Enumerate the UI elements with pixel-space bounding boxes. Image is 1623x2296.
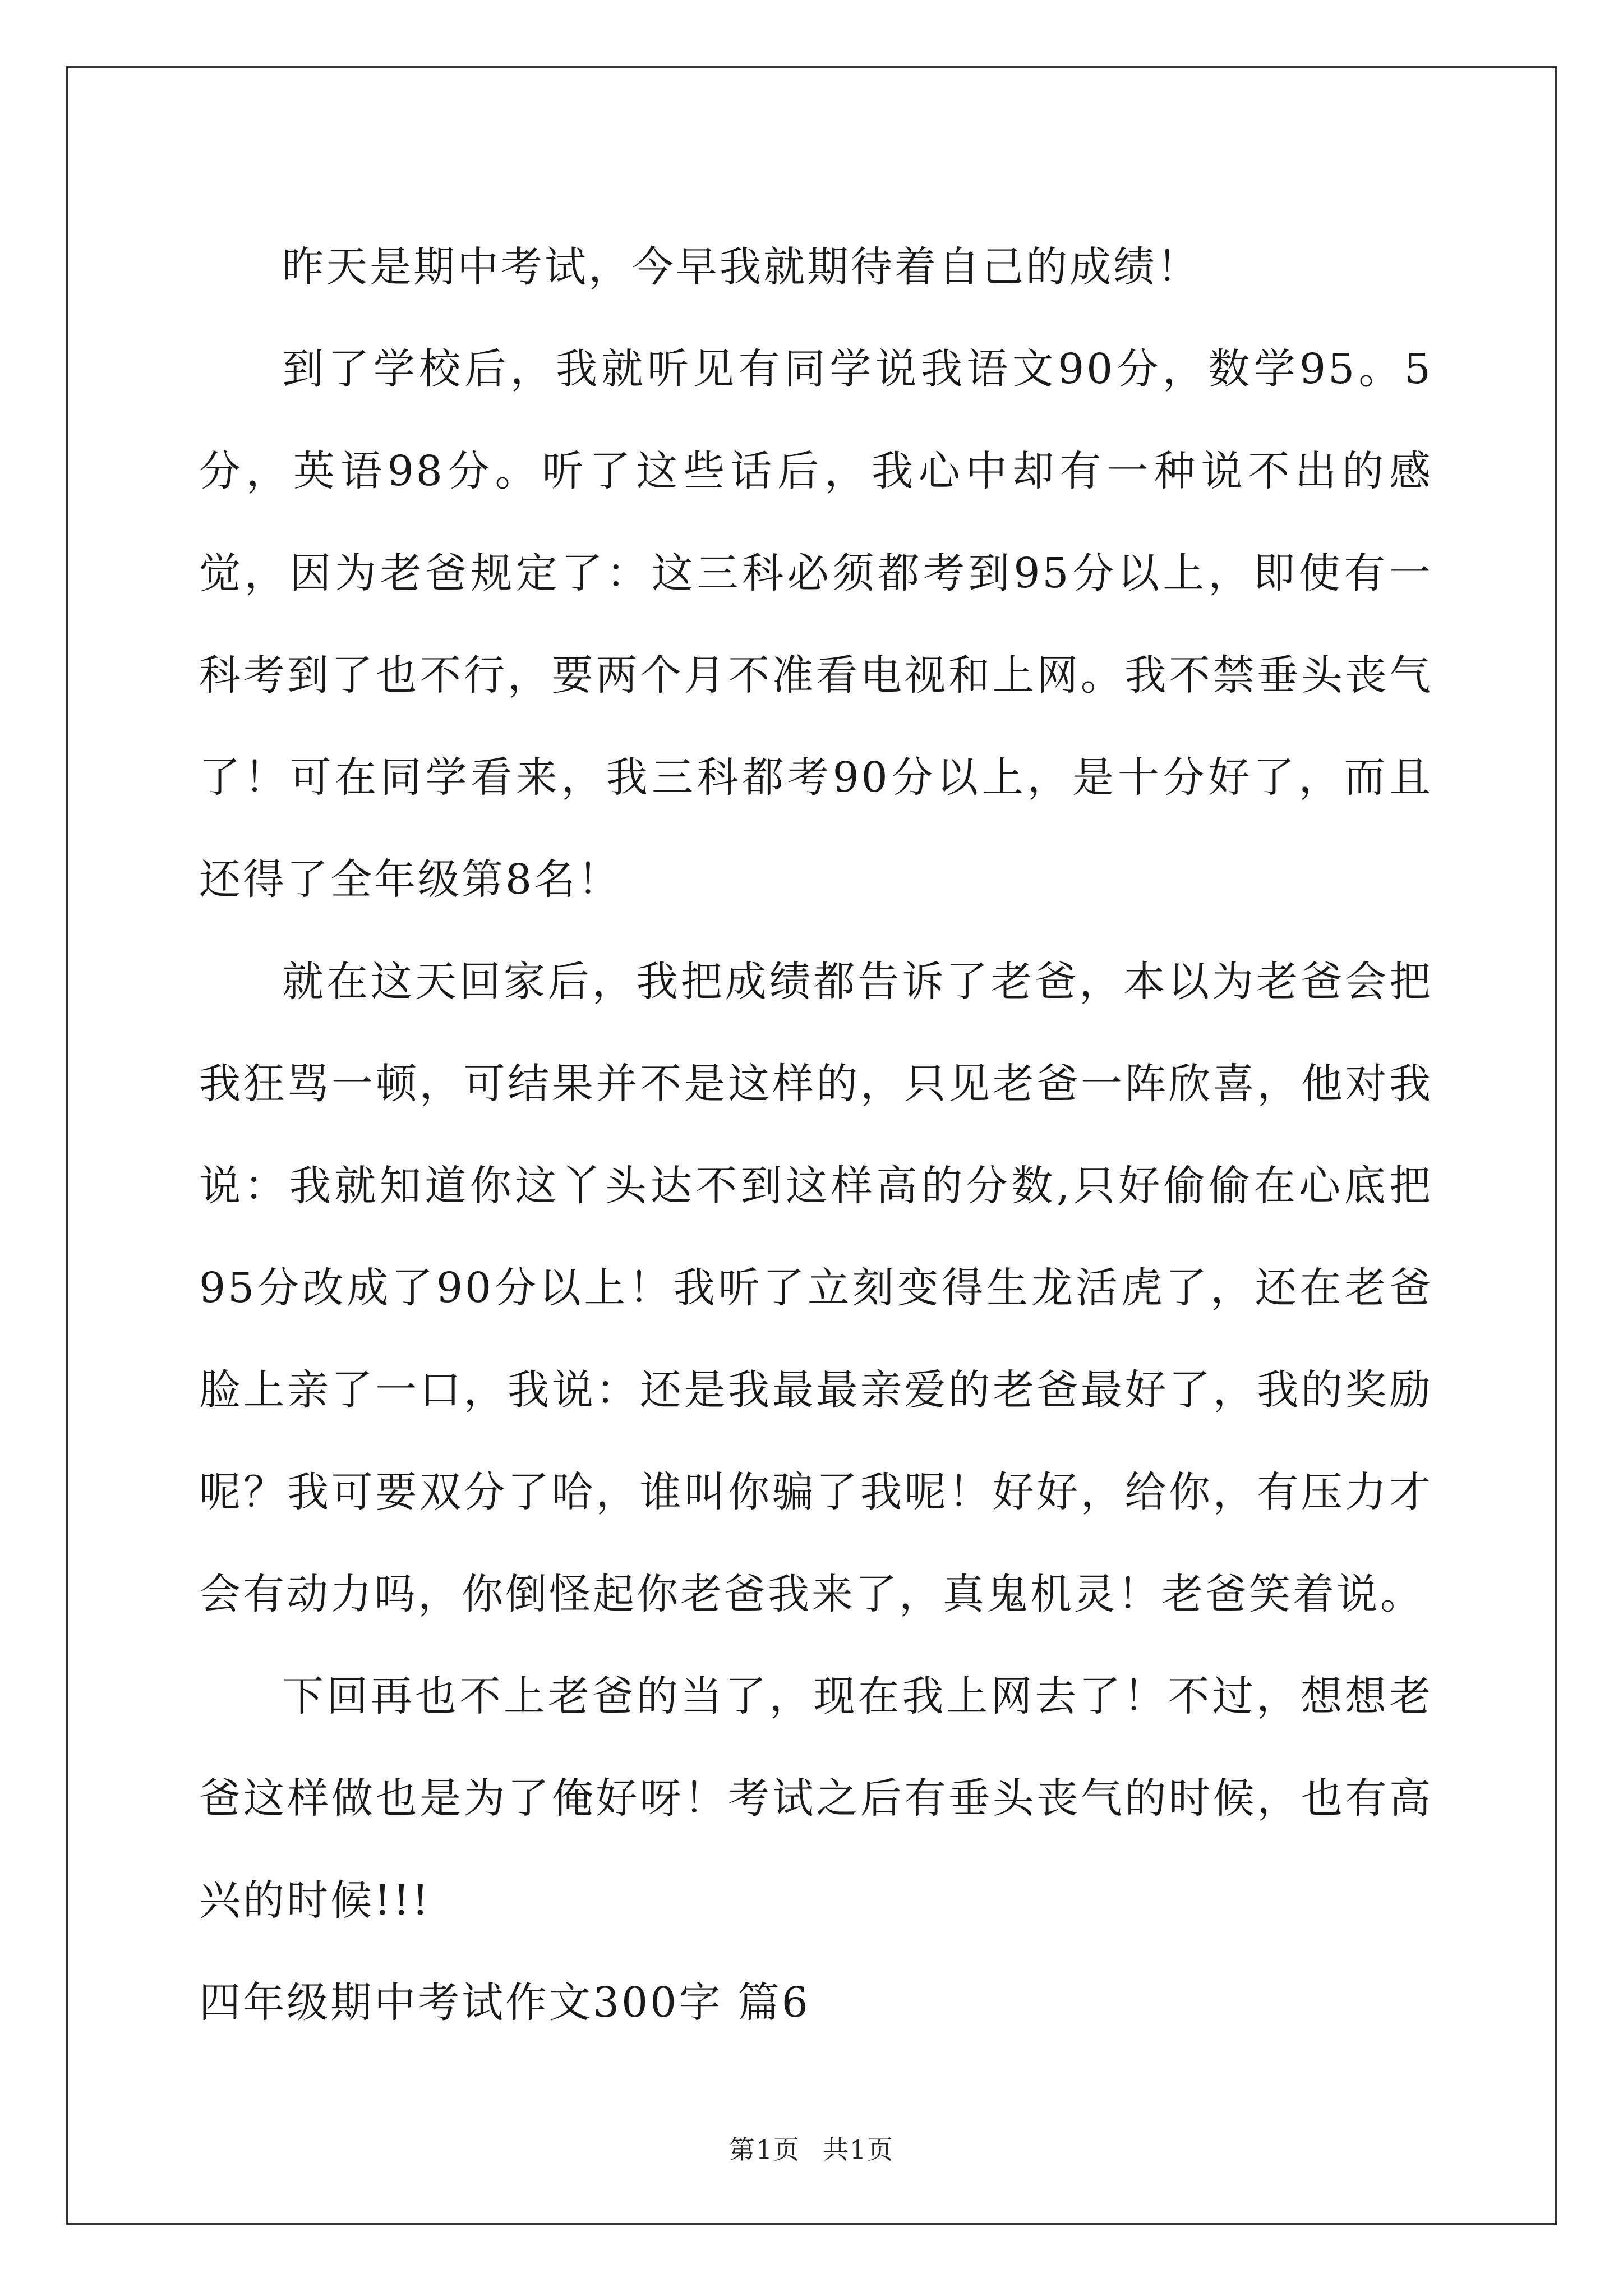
page-footer bbox=[0, 2129, 1623, 2166]
page-number: 第1页 bbox=[728, 2134, 800, 2165]
section-heading: 四年级期中考试作文300字 篇6 bbox=[199, 1978, 810, 2027]
paragraph-4: 下回再也不上老爸的当了，现在我上网去了！不过，想想老爸这样做也是为了俺好呀！考试之后有垂头丧气的时候，也有高兴的时候!!! bbox=[199, 1672, 1433, 1925]
paragraph-1: 昨天是期中考试，今早我就期待着自己的成绩！ bbox=[282, 243, 1201, 291]
paragraph-3: 就在这天回家后，我把成绩都告诉了老爸，本以为老爸会把我狂骂一顿，可结果并不是这样的，只见老爸一阵欣喜，他对我说：我就知道你这丫头达不到这样高的分数,只好偷偷在心底把95分改成了90分以上！我听了立刻变得生龙活虎了，还在老爸脸上亲了一口，我说：还是我最最亲爱的老爸最好了，我的奖励呢？我可要双分了哈，谁叫你骗了我呢！好好，给你，有压力才会有动力吗，你倒怪起你老爸我来了，真鬼机灵！老爸笑着说。 bbox=[199, 958, 1433, 1618]
paragraph-2: 到了学校后，我就听见有同学说我语文90分，数学95。5分，英语98分。听了这些话后，我心中却有一种说不出的感觉，因为老爸规定了：这三科必须都考到95分以上，即使有一科考到了也不行，要两个月不准看电视和上网。我不禁垂头丧气了！可在同学看来，我三科都考90分以上，是十分好了，而且还得了全年级第8名！ bbox=[199, 345, 1433, 904]
document-body bbox=[199, 216, 1433, 2054]
page-total: 共1页 bbox=[823, 2134, 895, 2165]
